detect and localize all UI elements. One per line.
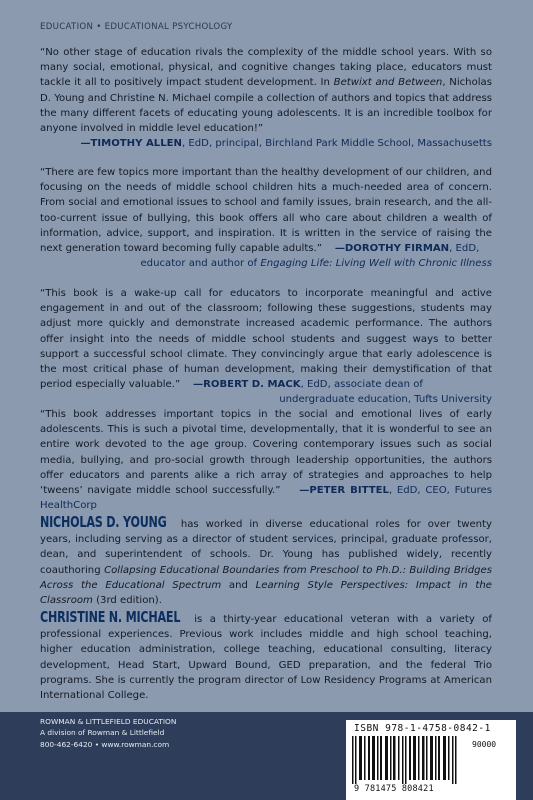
- bio-text: has worked in diverse educational roles for over twenty years, including serving as a director of student services, principal, graduate professor, dean, and superintendent of schools. Dr. Young has published widely, recently coauthoring: [40, 519, 492, 576]
- reviewer-name: —TIMOTHY ALLEN: [80, 138, 182, 150]
- publisher-contact: 800-462-6420 • www.rowman.com: [40, 739, 170, 749]
- book-title: Collapsing Educational Boundaries from Preschool to Ph.D.: Building Bridges Across the Educational Spectrum: [40, 564, 492, 591]
- reviewer-role: educator and author of: [140, 258, 261, 270]
- ean-barcode-icon: [352, 736, 464, 784]
- book-title: Betwixt and Between: [333, 77, 443, 89]
- blurb-attribution: [40, 136, 492, 151]
- bio-text: (3rd edition).: [92, 595, 162, 607]
- publisher-name: ROWMAN & LITTLEFIELD EDUCATION: [40, 717, 177, 726]
- barcode-digits: 9 781475 808421: [354, 784, 434, 794]
- blurb-attribution-line2: [40, 256, 492, 271]
- barcode: [346, 720, 516, 800]
- blurb-timothy-allen: [40, 45, 492, 151]
- blurb-attribution-line2: [40, 392, 492, 407]
- reviewer-name: —PETER BITTEL: [299, 485, 389, 497]
- reviewer-name: —ROBERT D. MACK: [193, 379, 301, 391]
- blurb-attribution: [335, 243, 479, 254]
- author-name: CHRISTINE N. MICHAEL: [40, 608, 181, 626]
- blurb-peter-bittel: [40, 407, 492, 513]
- reviewer-role: , EdD, CEO, Futures HealthCorp: [40, 485, 492, 512]
- bio-christine-michael: [40, 610, 492, 703]
- category-label: EDUCATION • EDUCATIONAL PSYCHOLOGY: [40, 22, 233, 32]
- reviewer-role: , EdD, principal, Birchland Park Middle School, Massachusetts: [181, 138, 492, 150]
- reviewer-role: , EdD,: [449, 243, 480, 255]
- price-code: 90000: [472, 740, 497, 749]
- author-name: NICHOLAS D. YOUNG: [40, 513, 167, 531]
- reviewer-role: , EdD, associate dean of: [300, 379, 423, 391]
- blurb-robert-mack: [40, 286, 492, 408]
- isbn-label: ISBN 978-1-4758-0842-1: [354, 723, 491, 734]
- blurb-text: “This book addresses important topics in the social and emotional lives of early adolescents. This is such a pivotal time, developmentally, that it is wonderful to see an entire work devoted to the age group. Covering contemporary issues such as social media, bullying, and pro-social growth through leadership opportunities, the authors offer educators and parents alike a rich array of strategies and approaches to help ‘tweens’ navigate middle school successfully.”: [40, 409, 492, 497]
- bio-text: is a thirty-year educational veteran with a variety of professional experiences. Previous work includes middle and high school teaching, higher education administration, college teaching, educational consulting, literacy development, Head Start, Upward Bound, GED preparation, and the federal Trio programs. She is currently the program director of Low Residency Programs at American International College.: [40, 614, 492, 702]
- blurb-text: “No other stage of education rivals the complexity of the middle school years. With so many social, emotional, physical, and cognitive changes taking place, educators must tackle it all to positively impact student development. In: [40, 47, 492, 89]
- blurb-text: , Nicholas D. Young and Christine N. Michael compile a collection of authors and topics that address the many different facets of educating young adolescents. It is an incredible toolbox for anyone involved in middle level education!”: [40, 77, 493, 135]
- blurb-dorothy-firman: [40, 165, 492, 271]
- bio-nicholas-young: [40, 515, 492, 608]
- book-title: Learning Style Perspectives: Impact in the Classroom: [40, 579, 492, 607]
- blurb-text: “There are few topics more important than the healthy development of our children, and focusing on the needs of middle school children hits a much-needed area of concern. From social and emotional issues to school and family issues, brain research, and the all-too-current issue of bullying, this book offers all who care about children a wealth of information, advice, support, and inspiration. It is written in the service of raising the next generation toward becoming fully capable adults.”: [40, 167, 492, 255]
- publisher-info: [40, 716, 176, 750]
- publisher-division: A division of Rowman & Littlefield: [40, 728, 165, 738]
- blurb-attribution: [193, 379, 423, 390]
- reviewer-name: —DOROTHY FIRMAN: [334, 243, 450, 255]
- publisher-band: [0, 712, 533, 800]
- bio-text: and: [221, 579, 256, 591]
- reviewer-role: undergraduate education, Tufts University: [279, 394, 492, 406]
- reviewer-book-title: Engaging Life: Living Well with Chronic Illness: [260, 258, 492, 270]
- blurb-text: “This book is a wake-up call for educators to incorporate meaningful and active engagement in and out of the classroom; following these suggestions, students may adjust more quickly and demonstrate increased academic performance. The authors offer insight into the needs of middle school students and suggest ways to better support a successful school climate. They convincingly argue that early adolescence is the most critical phase of human development, making their demystification of that period especially valuable.”: [40, 288, 492, 391]
